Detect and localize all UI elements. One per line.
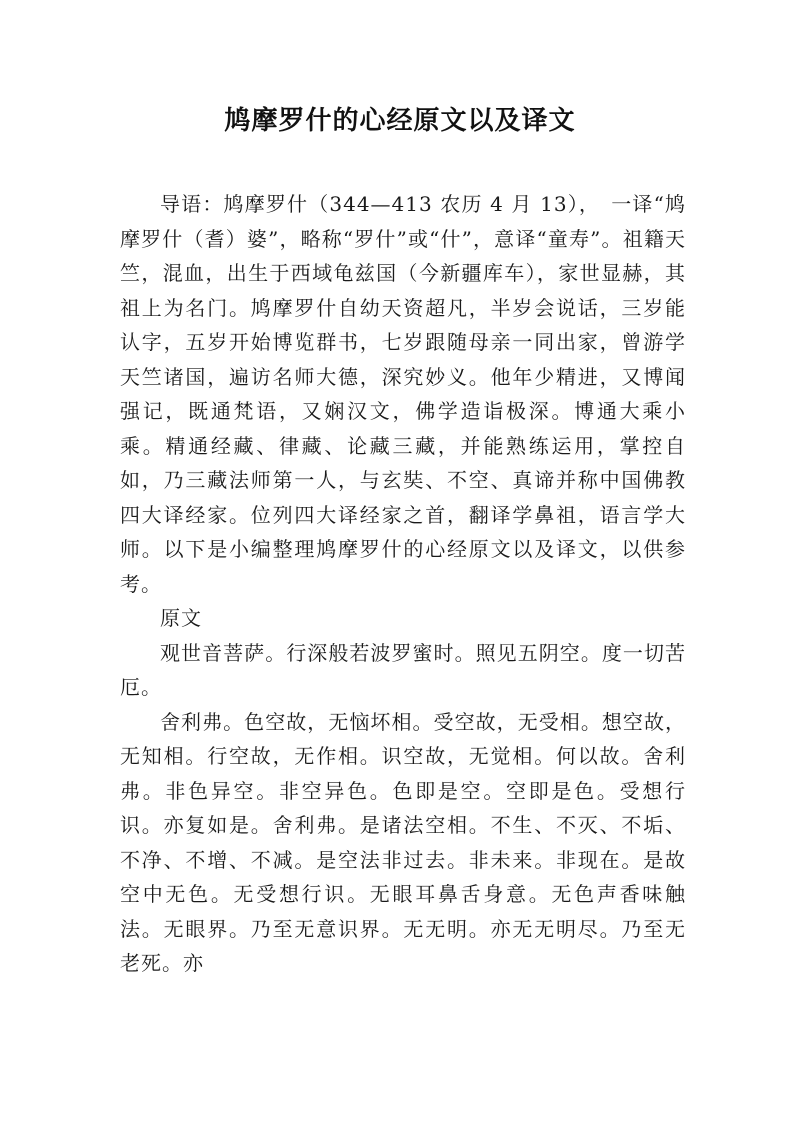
scripture-paragraph-2: 舍利弗。色空故，无恼坏相。受空故，无受相。想空故，无知相。行空故，无作相。识空故，无觉相。何以故。舍利弗。非色异空。非空异色。色即是空。空即是色。受想行识。亦复如是。舍利弗。是诸法空相。不生、不灭、不垢、不净、不增、不减。是空法非过去。非未来。非现在。是故空中无色。无受想行识。无眼耳鼻舌身意。无色声香味触法。无眼界。乃至无意识界。无无明。亦无无明尽。乃至无老死。亦 xyxy=(120,709,686,975)
section-heading: 原文 xyxy=(160,606,202,630)
document-body xyxy=(120,187,686,981)
scripture-paragraph-1: 观世音菩萨。行深般若波罗蜜时。照见五阴空。度一切苦厄。 xyxy=(120,640,686,699)
intro-paragraph: 导语：鸠摩罗什（344—413 农历 4 月 13）， 一译“鸠摩罗什（耆）婆”，略称“罗什”或“什”，意译“童寿”。祖籍天竺，混血，出生于西域龟兹国（今新疆库车），家世显赫，其祖上为名门。鸠摩罗什自幼天资超凡，半岁会说话，三岁能认字，五岁开始博览群书，七岁跟随母亲一同出家，曾游学天竺诸国，遍访名师大德，深究妙义。他年少精进，又博闻强记，既通梵语，又娴汉文，佛学造诣极深。博通大乘小乘。精通经藏、律藏、论藏三藏，并能熟练运用，掌控自如，乃三藏法师第一人，与玄奘、不空、真谛并称中国佛教四大译经家。位列四大译经家之首，翻译学鼻祖，语言学大师。以下是小编整理鸠摩罗什的心经原文以及译文，以供参考。 xyxy=(120,192,686,596)
document-title: 鸠摩罗什的心经原文以及译文 xyxy=(224,106,576,136)
